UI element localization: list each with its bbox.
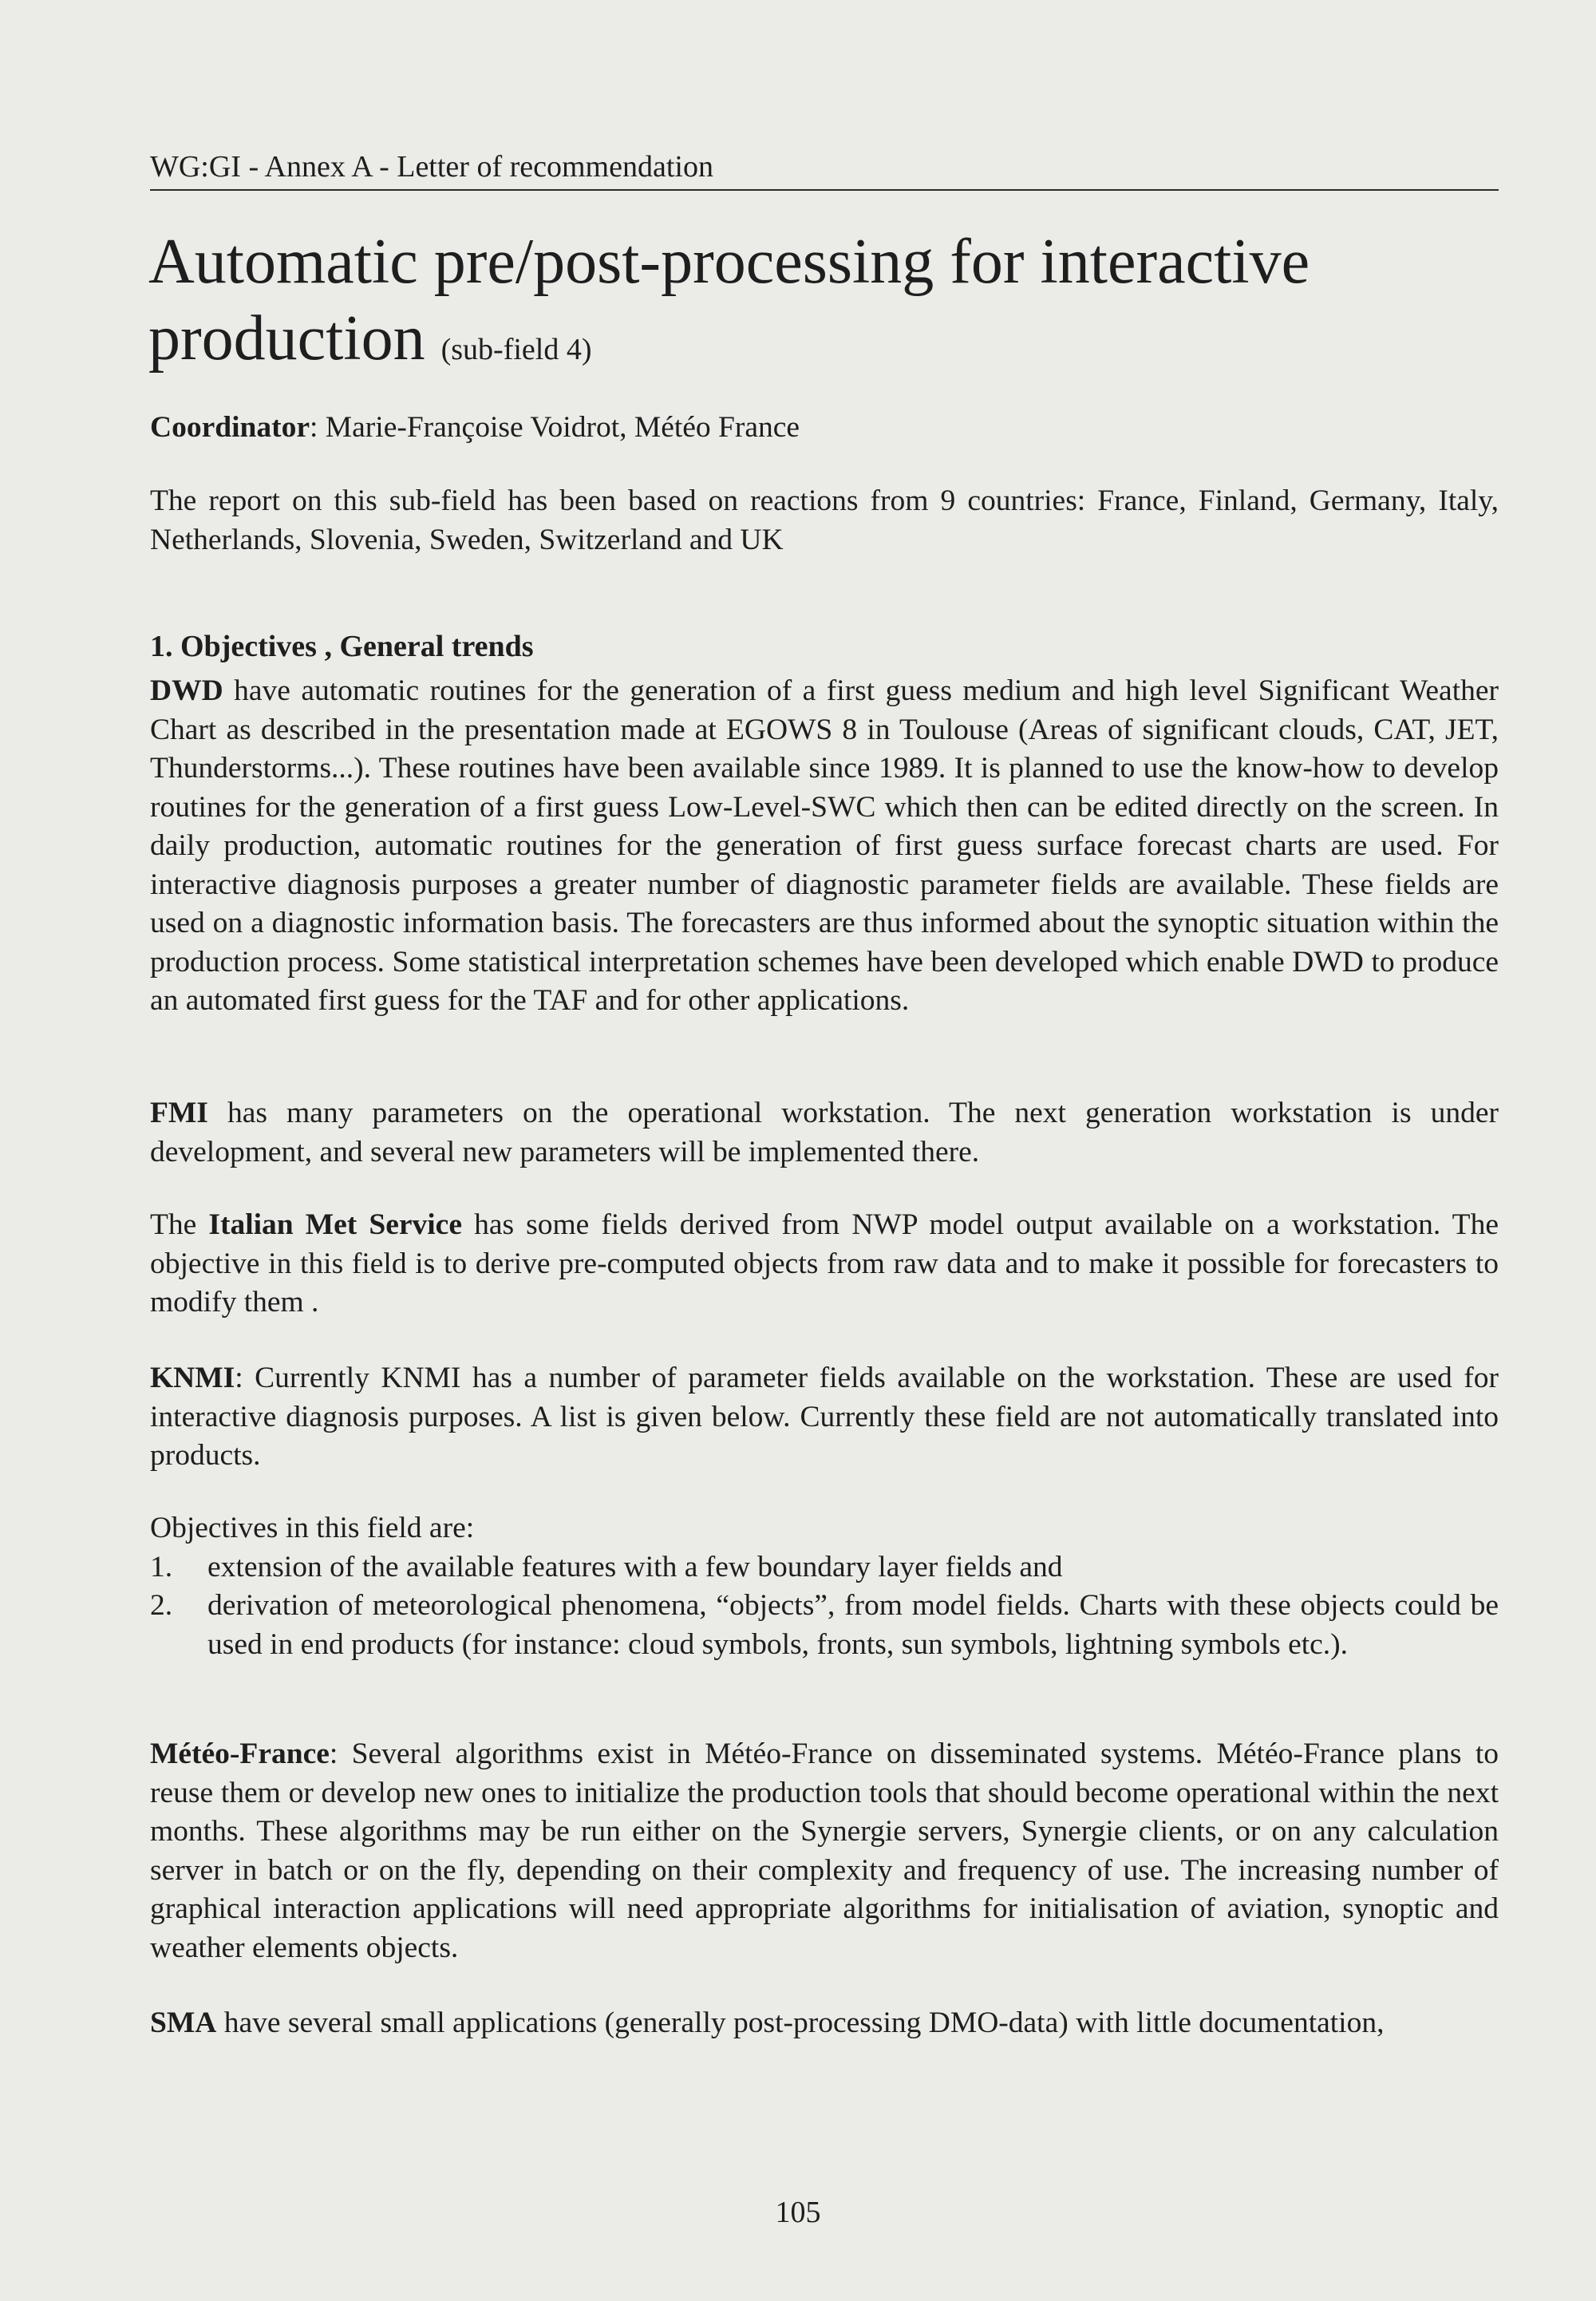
meteofrance-paragraph [150, 1735, 1499, 1967]
sma-label: SMA [150, 2006, 217, 2039]
knmi-text: : Currently KNMI has a number of parameter fields available on the workstation. These are used for interactive diagnosis purposes. A list is given below. Currently these field are not automatically translated into products. [150, 1362, 1499, 1472]
objectives-list [150, 1548, 1499, 1665]
list-item [150, 1587, 1499, 1664]
page-number: 105 [775, 2196, 821, 2229]
title-subfield: (sub-field 4) [440, 333, 592, 366]
running-header: WG:GI - Annex A - Letter of recommendation [150, 148, 1499, 191]
title-main: Automatic pre/post-processing for interactive production [148, 227, 1310, 374]
italian-paragraph [150, 1206, 1499, 1322]
dwd-text: have automatic routines for the generation of a first guess medium and high level Significant Weather Chart as described in the presentation made at EGOWS 8 in Toulouse (Areas of significant clouds, CAT, JET, Thunderstorms...). These routines have been available since 1989. It is planned to use the know-how to develop routines for the generation of a first guess Low-Level-SWC which then can be edited directly on the screen. In daily production, automatic routines for the generation of first guess surface forecast charts are used. For interactive diagnosis purposes a greater number of diagnostic parameter fields are available. These fields are used on a diagnostic information basis. The forecasters are thus informed about the synoptic situation within the production process. Some statistical interpretation schemes have been developed which enable DWD to produce an automated first guess for the TAF and for other applications. [150, 674, 1499, 1017]
coordinator-line [150, 409, 1499, 448]
italian-prefix: The [150, 1208, 209, 1241]
intro-paragraph: The report on this sub-field has been based on reactions from 9 countries: France, Finland, Germany, Italy, Netherlands, Slovenia, Sweden, Switzerland and UK [150, 484, 1499, 556]
list-item [150, 1548, 1499, 1587]
meteofrance-text: : Several algorithms exist in Météo-France on disseminated systems. Météo-France plans to reuse them or develop new ones to initialize the production tools that should become operational within the next months. These algorithms may be run either on the Synergie servers, Synergie clients, or on any calculation server in batch or on the fly, depending on their complexity and frequency of use. The increasing number of graphical interaction applications will need appropriate algorithms for initialisation of aviation, synoptic and weather elements objects. [150, 1738, 1499, 1964]
dwd-paragraph [150, 672, 1499, 1021]
list-item-number: 2. [150, 1589, 173, 1622]
sma-text: have several small applications (generally post-processing DMO-data) with little documentation, [216, 2006, 1385, 2039]
objectives-intro: Objectives in this field are: [150, 1512, 475, 1544]
dwd-label: DWD [150, 674, 223, 707]
sma-paragraph [150, 2004, 1499, 2043]
knmi-paragraph [150, 1359, 1499, 1476]
objectives-block [150, 1509, 1499, 1664]
list-item-text: extension of the available features with a few boundary layer fields and [207, 1550, 1063, 1583]
list-item-number: 1. [150, 1550, 173, 1583]
list-item-text: derivation of meteorological phenomena, “objects”, from model fields. Charts with these objects could be used in end products (for instance: cloud symbols, fronts, sun symbols, lightning symbols etc.). [207, 1589, 1499, 1661]
italian-text: has some fields derived from NWP model output available on a workstation. The objective in this field is to derive pre-computed objects from raw data and to make it possible for forecasters to modify them . [150, 1208, 1499, 1319]
section-heading: 1. Objectives , General trends [150, 630, 534, 663]
fmi-label: FMI [150, 1097, 208, 1129]
knmi-label: KNMI [150, 1362, 235, 1394]
meteofrance-label: Météo-France [150, 1738, 330, 1770]
fmi-paragraph [150, 1094, 1499, 1172]
italian-label: Italian Met Service [208, 1208, 462, 1241]
coordinator-value: : Marie-Françoise Voidrot, Météo France [310, 411, 800, 444]
fmi-text: has many parameters on the operational workstation. The next generation workstation is under development, and several new parameters will be implemented there. [150, 1097, 1499, 1168]
coordinator-label: Coordinator [150, 411, 310, 444]
page-title [148, 223, 1505, 388]
